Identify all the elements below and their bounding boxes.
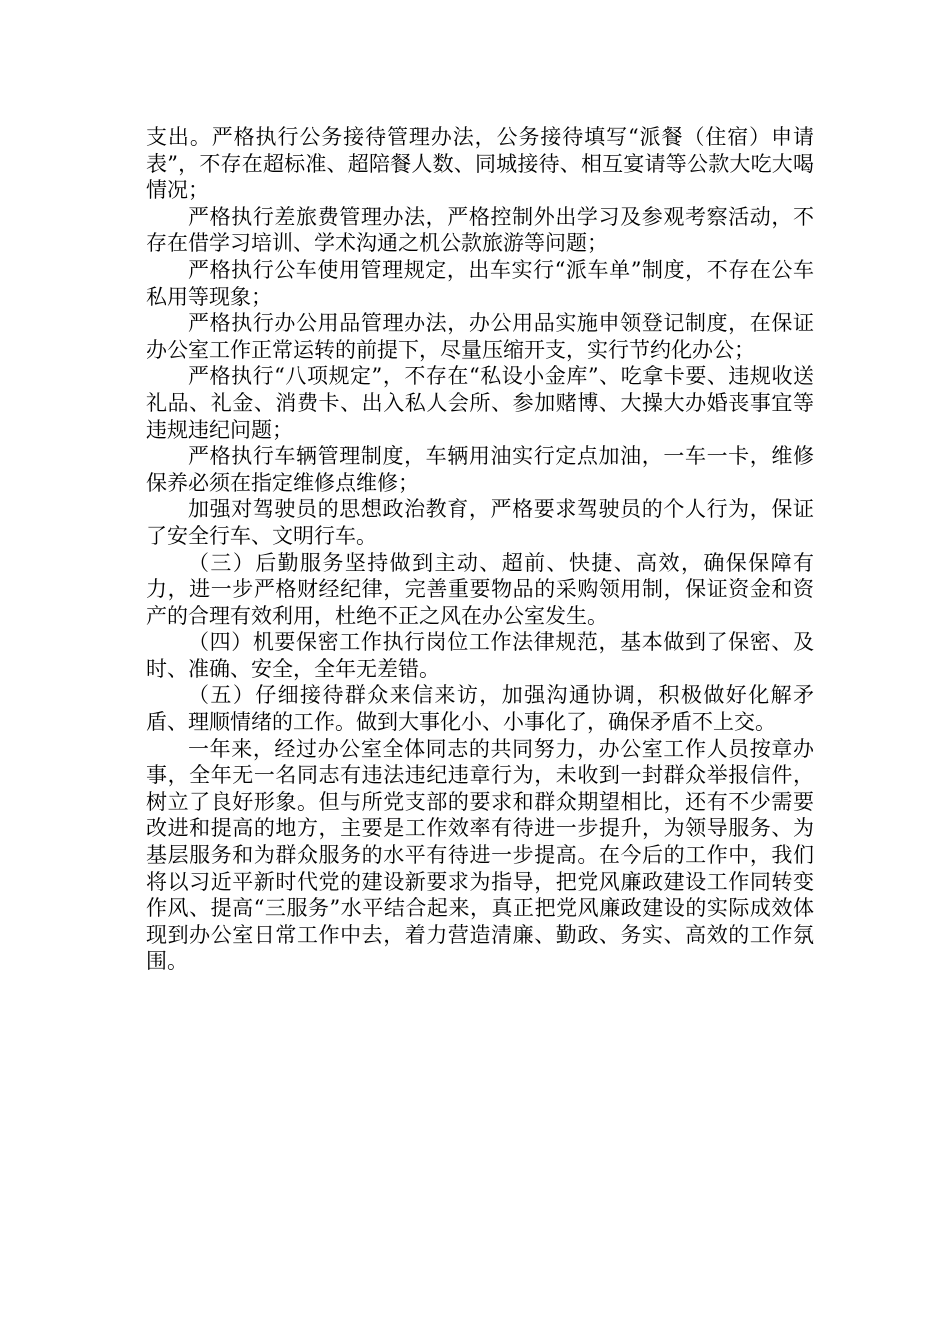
paragraph-eight-regulations: 严格执行“八项规定”，不存在“私设小金库”、吃拿卡要、违规收送礼品、礼金、消费卡、出入私人会所、参加赌博、大操大办婚丧事宜等违规违纪问题； bbox=[146, 364, 814, 442]
paragraph-official-vehicles: 严格执行公车使用管理规定，出车实行“派车单”制度，不存在公车私用等现象； bbox=[146, 257, 814, 309]
paragraph-summary: 一年来，经过办公室全体同志的共同努力，办公室工作人员按章办事，全年无一名同志有违法违纪违章行为，未收到一封群众举报信件，树立了良好形象。但与所党支部的要求和群众期望相比，还有不少需要改进和提高的地方，主要是工作效率有待进一步提升，为领导服务、为基层服务和为群众服务的水平有待进一步提高。在今后的工作中，我们将以习近平新时代党的建设新要求为指导，把党风廉政建设工作同转变作风、提高“三服务”水平结合起来，真正把党风廉政建设的实际成效体现到办公室日常工作中去，着力营造清廉、勤政、务实、高效的工作氛围。 bbox=[146, 736, 814, 974]
paragraph-driver-education: 加强对驾驶员的思想政治教育，严格要求驾驶员的个人行为，保证了安全行车、文明行车。 bbox=[146, 497, 814, 548]
paragraph-confidentiality: （四）机要保密工作执行岗位工作法律规范，基本做到了保密、及时、准确、安全，全年无差错。 bbox=[146, 630, 814, 681]
paragraph-travel-expenses: 严格执行差旅费管理办法，严格控制外出学习及参观考察活动，不存在借学习培训、学术沟通之机公款旅游等问题； bbox=[146, 204, 814, 256]
document-page bbox=[146, 124, 814, 975]
paragraph-office-supplies: 严格执行办公用品管理办法，办公用品实施申领登记制度，在保证办公室工作正常运转的前提下，尽量压缩开支，实行节约化办公； bbox=[146, 311, 814, 362]
paragraph-continuation: 支出。严格执行公务接待管理办法，公务接待填写“派餐（住宿）申请表”，不存在超标准、超陪餐人数、同城接待、相互宴请等公款大吃大喝情况； bbox=[146, 125, 814, 203]
paragraph-vehicle-management: 严格执行车辆管理制度，车辆用油实行定点加油，一车一卡，维修保养必须在指定维修点维修； bbox=[146, 444, 814, 495]
paragraph-public-visits: （五）仔细接待群众来信来访，加强沟通协调，积极做好化解矛盾、理顺情绪的工作。做到大事化小、小事化了，确保矛盾不上交。 bbox=[146, 683, 814, 735]
paragraph-logistics-service: （三）后勤服务坚持做到主动、超前、快捷、高效，确保保障有力，进一步严格财经纪律，完善重要物品的采购领用制，保证资金和资产的合理有效利用，杜绝不正之风在办公室发生。 bbox=[146, 550, 814, 628]
